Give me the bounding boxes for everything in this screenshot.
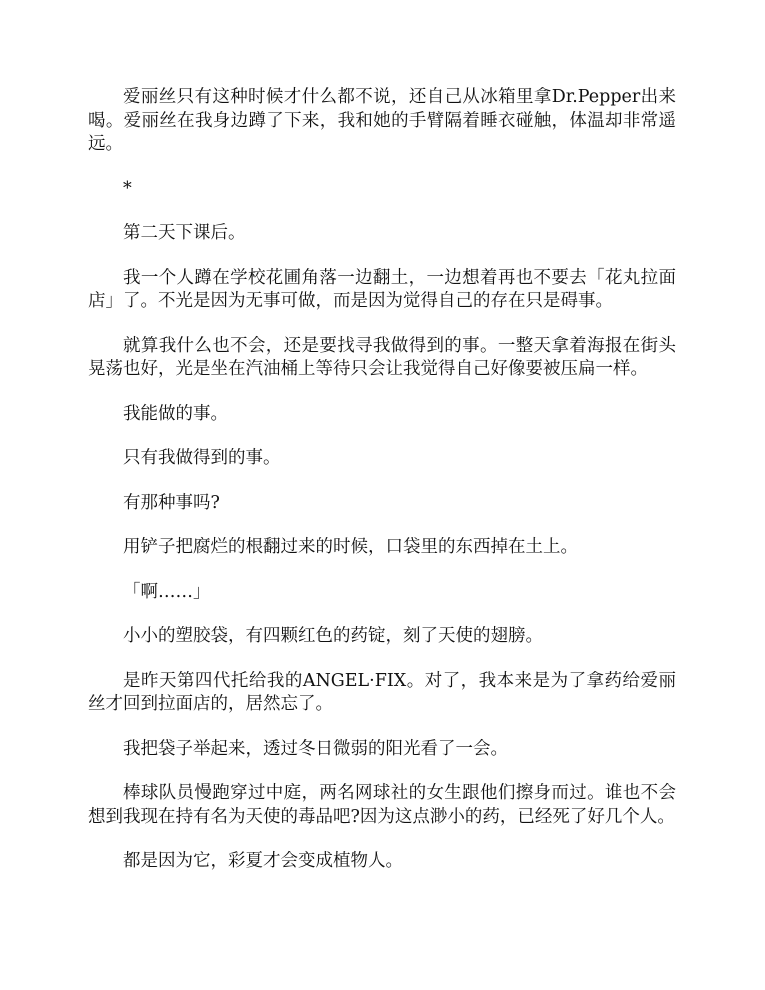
paragraph: 用铲子把腐烂的根翻过来的时候，口袋里的东西掉在土上。: [123, 537, 578, 557]
paragraph: 就算我什么也不会，还是要找寻我做得到的事。一整天拿着海报在街头晃荡也好，光是坐在汽油桶上等待只会让我觉得自己好像要被压扁一样。: [88, 335, 676, 379]
paragraph: 我一个人蹲在学校花圃角落一边翻土，一边想着再也不要去「花丸拉面店」了。不光是因为无事可做，而是因为觉得自己的存在只是碍事。: [88, 267, 676, 311]
paragraph: 我把袋子举起来，透过冬日微弱的阳光看了一会。: [123, 738, 508, 759]
paragraph: 我能做的事。: [123, 403, 228, 424]
paragraph: 只有我做得到的事。: [123, 448, 281, 468]
paragraph: 爱丽丝只有这种时候才什么都不说，还自己从冰箱里拿Dr.Pepper出来喝。爱丽丝在我身边蹲了下来，我和她的手臂隔着睡衣碰触，体温却非常遥远。: [88, 87, 676, 154]
paragraph: 都是因为它，彩夏才会变成植物人。: [123, 851, 403, 871]
document-page: [88, 86, 676, 895]
paragraph: 有那种事吗?: [123, 492, 220, 513]
paragraph: 第二天下课后。: [123, 223, 246, 243]
paragraph: 小小的塑胶袋，有四颗红色的药锭，刻了天使的翅膀。: [123, 626, 543, 646]
scene-break: *: [123, 178, 132, 199]
paragraph: 棒球队员慢跑穿过中庭，两名网球社的女生跟他们擦身而过。谁也不会想到我现在持有名为天使的毒品吧?因为这点渺小的药，已经死了好几个人。: [88, 783, 676, 827]
paragraph: 是昨天第四代托给我的ANGEL·FIX。对了，我本来是为了拿药给爱丽丝才回到拉面店的，居然忘了。: [88, 670, 676, 714]
paragraph: 「啊……」: [123, 581, 211, 602]
